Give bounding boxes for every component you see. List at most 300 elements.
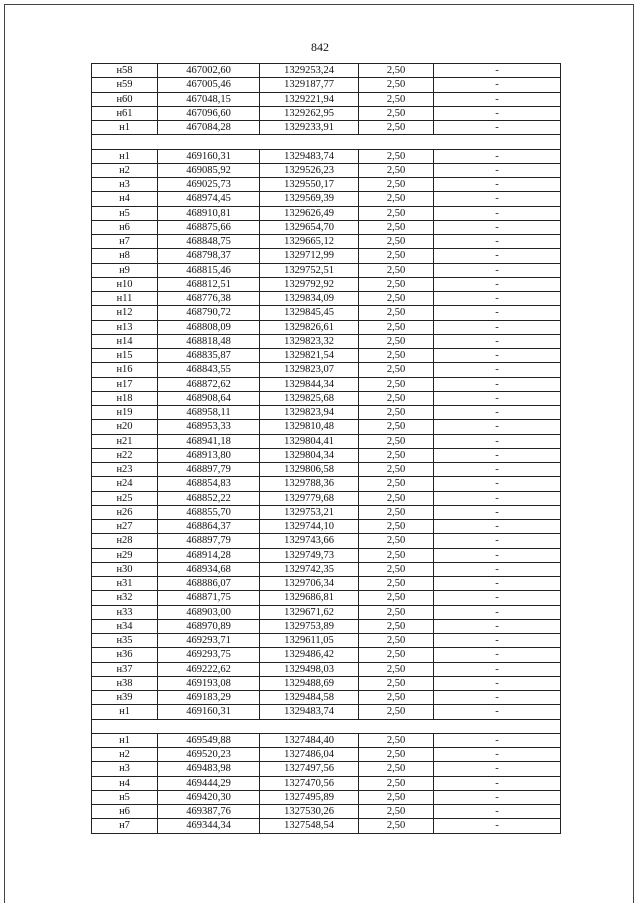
y-coordinate-cell: 1329753,21 [260, 505, 359, 519]
point-name-cell: н25 [92, 491, 158, 505]
accuracy-cell: 2,50 [359, 64, 434, 78]
y-coordinate-cell: 1329233,91 [260, 121, 359, 135]
table-row [92, 676, 561, 690]
table-row [92, 705, 561, 719]
y-coordinate-cell: 1327497,56 [260, 762, 359, 776]
table-row [92, 790, 561, 804]
x-coordinate-cell: 469085,92 [158, 163, 260, 177]
x-coordinate-cell: 469293,75 [158, 648, 260, 662]
table-row [92, 762, 561, 776]
x-coordinate-cell: 468854,83 [158, 477, 260, 491]
point-name-cell: н37 [92, 662, 158, 676]
y-coordinate-cell: 1329486,42 [260, 648, 359, 662]
note-cell: - [434, 819, 561, 833]
y-coordinate-cell: 1329806,58 [260, 463, 359, 477]
note-cell: - [434, 505, 561, 519]
table-row [92, 306, 561, 320]
accuracy-cell: 2,50 [359, 448, 434, 462]
y-coordinate-cell: 1329626,49 [260, 206, 359, 220]
x-coordinate-cell: 468953,33 [158, 420, 260, 434]
y-coordinate-cell: 1329804,41 [260, 434, 359, 448]
y-coordinate-cell: 1329712,99 [260, 249, 359, 263]
note-cell: - [434, 406, 561, 420]
table-row [92, 178, 561, 192]
x-coordinate-cell: 469420,30 [158, 790, 260, 804]
y-coordinate-cell: 1329526,23 [260, 163, 359, 177]
point-name-cell: н20 [92, 420, 158, 434]
coordinates-table [91, 63, 561, 834]
x-coordinate-cell: 468790,72 [158, 306, 260, 320]
x-coordinate-cell: 468776,38 [158, 292, 260, 306]
note-cell: - [434, 206, 561, 220]
table-row [92, 748, 561, 762]
note-cell: - [434, 619, 561, 633]
point-name-cell: н2 [92, 163, 158, 177]
note-cell: - [434, 349, 561, 363]
table-row [92, 206, 561, 220]
y-coordinate-cell: 1327484,40 [260, 733, 359, 747]
point-name-cell: н8 [92, 249, 158, 263]
x-coordinate-cell: 469160,31 [158, 149, 260, 163]
x-coordinate-cell: 468908,64 [158, 391, 260, 405]
y-coordinate-cell: 1329488,69 [260, 676, 359, 690]
accuracy-cell: 2,50 [359, 691, 434, 705]
accuracy-cell: 2,50 [359, 648, 434, 662]
y-coordinate-cell: 1329483,74 [260, 705, 359, 719]
x-coordinate-cell: 468815,46 [158, 263, 260, 277]
accuracy-cell: 2,50 [359, 220, 434, 234]
accuracy-cell: 2,50 [359, 420, 434, 434]
point-name-cell: н17 [92, 377, 158, 391]
y-coordinate-cell: 1329262,95 [260, 106, 359, 120]
table-row [92, 648, 561, 662]
note-cell: - [434, 676, 561, 690]
y-coordinate-cell: 1329483,74 [260, 149, 359, 163]
x-coordinate-cell: 468808,09 [158, 320, 260, 334]
point-name-cell: н59 [92, 78, 158, 92]
note-cell: - [434, 277, 561, 291]
table-row [92, 548, 561, 562]
x-coordinate-cell: 468848,75 [158, 235, 260, 249]
x-coordinate-cell: 467002,60 [158, 64, 260, 78]
y-coordinate-cell: 1329187,77 [260, 78, 359, 92]
page-border-top [4, 4, 634, 5]
x-coordinate-cell: 468974,45 [158, 192, 260, 206]
x-coordinate-cell: 468871,75 [158, 591, 260, 605]
note-cell: - [434, 463, 561, 477]
y-coordinate-cell: 1329706,34 [260, 577, 359, 591]
point-name-cell: н26 [92, 505, 158, 519]
accuracy-cell: 2,50 [359, 377, 434, 391]
table-row [92, 619, 561, 633]
point-name-cell: н5 [92, 790, 158, 804]
point-name-cell: н24 [92, 477, 158, 491]
note-cell: - [434, 805, 561, 819]
y-coordinate-cell: 1329749,73 [260, 548, 359, 562]
table-row [92, 263, 561, 277]
point-name-cell: н19 [92, 406, 158, 420]
note-cell: - [434, 491, 561, 505]
point-name-cell: н32 [92, 591, 158, 605]
point-name-cell: н29 [92, 548, 158, 562]
note-cell: - [434, 534, 561, 548]
y-coordinate-cell: 1329752,51 [260, 263, 359, 277]
table-row [92, 406, 561, 420]
y-coordinate-cell: 1329753,89 [260, 619, 359, 633]
separator-cell [92, 719, 561, 733]
y-coordinate-cell: 1329498,03 [260, 662, 359, 676]
y-coordinate-cell: 1329810,48 [260, 420, 359, 434]
accuracy-cell: 2,50 [359, 676, 434, 690]
accuracy-cell: 2,50 [359, 249, 434, 263]
accuracy-cell: 2,50 [359, 491, 434, 505]
y-coordinate-cell: 1329823,94 [260, 406, 359, 420]
table-row [92, 733, 561, 747]
x-coordinate-cell: 469193,08 [158, 676, 260, 690]
accuracy-cell: 2,50 [359, 206, 434, 220]
table-row [92, 463, 561, 477]
point-name-cell: н1 [92, 121, 158, 135]
accuracy-cell: 2,50 [359, 705, 434, 719]
x-coordinate-cell: 468798,37 [158, 249, 260, 263]
accuracy-cell: 2,50 [359, 149, 434, 163]
x-coordinate-cell: 467005,46 [158, 78, 260, 92]
x-coordinate-cell: 469549,88 [158, 733, 260, 747]
table-row [92, 520, 561, 534]
note-cell: - [434, 78, 561, 92]
note-cell: - [434, 391, 561, 405]
note-cell: - [434, 577, 561, 591]
point-name-cell: н9 [92, 263, 158, 277]
accuracy-cell: 2,50 [359, 662, 434, 676]
y-coordinate-cell: 1329569,39 [260, 192, 359, 206]
y-coordinate-cell: 1329654,70 [260, 220, 359, 234]
y-coordinate-cell: 1329221,94 [260, 92, 359, 106]
table-row [92, 634, 561, 648]
y-coordinate-cell: 1329823,32 [260, 334, 359, 348]
point-name-cell: н6 [92, 220, 158, 234]
x-coordinate-cell: 468855,70 [158, 505, 260, 519]
x-coordinate-cell: 468812,51 [158, 277, 260, 291]
note-cell: - [434, 548, 561, 562]
table-row [92, 577, 561, 591]
note-cell: - [434, 762, 561, 776]
y-coordinate-cell: 1329845,45 [260, 306, 359, 320]
table-row [92, 377, 561, 391]
y-coordinate-cell: 1329743,66 [260, 534, 359, 548]
accuracy-cell: 2,50 [359, 548, 434, 562]
table-row [92, 363, 561, 377]
x-coordinate-cell: 467048,15 [158, 92, 260, 106]
x-coordinate-cell: 469222,62 [158, 662, 260, 676]
point-name-cell: н39 [92, 691, 158, 705]
note-cell: - [434, 377, 561, 391]
note-cell: - [434, 648, 561, 662]
accuracy-cell: 2,50 [359, 819, 434, 833]
table-row [92, 92, 561, 106]
accuracy-cell: 2,50 [359, 605, 434, 619]
accuracy-cell: 2,50 [359, 78, 434, 92]
y-coordinate-cell: 1327470,56 [260, 776, 359, 790]
accuracy-cell: 2,50 [359, 277, 434, 291]
page-border-left [4, 4, 5, 903]
point-name-cell: н34 [92, 619, 158, 633]
table-row [92, 434, 561, 448]
note-cell: - [434, 249, 561, 263]
x-coordinate-cell: 468843,55 [158, 363, 260, 377]
x-coordinate-cell: 468897,79 [158, 534, 260, 548]
accuracy-cell: 2,50 [359, 619, 434, 633]
table-row [92, 776, 561, 790]
accuracy-cell: 2,50 [359, 805, 434, 819]
table-row [92, 662, 561, 676]
note-cell: - [434, 420, 561, 434]
table-row [92, 106, 561, 120]
x-coordinate-cell: 468941,18 [158, 434, 260, 448]
y-coordinate-cell: 1329742,35 [260, 562, 359, 576]
table-row [92, 235, 561, 249]
accuracy-cell: 2,50 [359, 562, 434, 576]
y-coordinate-cell: 1327530,26 [260, 805, 359, 819]
y-coordinate-cell: 1329611,05 [260, 634, 359, 648]
point-name-cell: н4 [92, 192, 158, 206]
note-cell: - [434, 448, 561, 462]
point-name-cell: н36 [92, 648, 158, 662]
y-coordinate-cell: 1329821,54 [260, 349, 359, 363]
table-row [92, 691, 561, 705]
note-cell: - [434, 477, 561, 491]
accuracy-cell: 2,50 [359, 292, 434, 306]
accuracy-cell: 2,50 [359, 178, 434, 192]
point-name-cell: н31 [92, 577, 158, 591]
y-coordinate-cell: 1329550,17 [260, 178, 359, 192]
note-cell: - [434, 748, 561, 762]
point-name-cell: н4 [92, 776, 158, 790]
block-separator-row [92, 719, 561, 733]
x-coordinate-cell: 468875,66 [158, 220, 260, 234]
x-coordinate-cell: 468886,07 [158, 577, 260, 591]
accuracy-cell: 2,50 [359, 235, 434, 249]
note-cell: - [434, 790, 561, 804]
y-coordinate-cell: 1329804,34 [260, 448, 359, 462]
point-name-cell: н38 [92, 676, 158, 690]
y-coordinate-cell: 1329844,34 [260, 377, 359, 391]
table-row [92, 562, 561, 576]
table-row [92, 292, 561, 306]
accuracy-cell: 2,50 [359, 391, 434, 405]
x-coordinate-cell: 469387,76 [158, 805, 260, 819]
table-row [92, 334, 561, 348]
x-coordinate-cell: 468897,79 [158, 463, 260, 477]
point-name-cell: н5 [92, 206, 158, 220]
table-row [92, 249, 561, 263]
accuracy-cell: 2,50 [359, 349, 434, 363]
accuracy-cell: 2,50 [359, 790, 434, 804]
table-row [92, 448, 561, 462]
table-row [92, 277, 561, 291]
x-coordinate-cell: 469444,29 [158, 776, 260, 790]
point-name-cell: н1 [92, 149, 158, 163]
note-cell: - [434, 263, 561, 277]
y-coordinate-cell: 1329484,58 [260, 691, 359, 705]
separator-cell [92, 135, 561, 149]
table-row [92, 149, 561, 163]
accuracy-cell: 2,50 [359, 577, 434, 591]
table-row [92, 320, 561, 334]
x-coordinate-cell: 468872,62 [158, 377, 260, 391]
accuracy-cell: 2,50 [359, 477, 434, 491]
point-name-cell: н16 [92, 363, 158, 377]
table-row [92, 391, 561, 405]
page-border-right [633, 4, 634, 903]
point-name-cell: н23 [92, 463, 158, 477]
accuracy-cell: 2,50 [359, 92, 434, 106]
accuracy-cell: 2,50 [359, 192, 434, 206]
x-coordinate-cell: 468818,48 [158, 334, 260, 348]
point-name-cell: н12 [92, 306, 158, 320]
x-coordinate-cell: 468910,81 [158, 206, 260, 220]
point-name-cell: н13 [92, 320, 158, 334]
y-coordinate-cell: 1327486,04 [260, 748, 359, 762]
note-cell: - [434, 562, 561, 576]
point-name-cell: н30 [92, 562, 158, 576]
note-cell: - [434, 306, 561, 320]
x-coordinate-cell: 468970,89 [158, 619, 260, 633]
y-coordinate-cell: 1329671,62 [260, 605, 359, 619]
accuracy-cell: 2,50 [359, 776, 434, 790]
note-cell: - [434, 121, 561, 135]
y-coordinate-cell: 1329779,68 [260, 491, 359, 505]
point-name-cell: н27 [92, 520, 158, 534]
note-cell: - [434, 691, 561, 705]
point-name-cell: н3 [92, 178, 158, 192]
x-coordinate-cell: 469160,31 [158, 705, 260, 719]
point-name-cell: н15 [92, 349, 158, 363]
x-coordinate-cell: 469520,23 [158, 748, 260, 762]
note-cell: - [434, 220, 561, 234]
note-cell: - [434, 363, 561, 377]
table-row [92, 163, 561, 177]
y-coordinate-cell: 1329792,92 [260, 277, 359, 291]
x-coordinate-cell: 468864,37 [158, 520, 260, 534]
point-name-cell: н10 [92, 277, 158, 291]
table-row [92, 805, 561, 819]
y-coordinate-cell: 1329834,09 [260, 292, 359, 306]
note-cell: - [434, 520, 561, 534]
x-coordinate-cell: 468913,80 [158, 448, 260, 462]
accuracy-cell: 2,50 [359, 106, 434, 120]
point-name-cell: н60 [92, 92, 158, 106]
table-row [92, 64, 561, 78]
point-name-cell: н33 [92, 605, 158, 619]
accuracy-cell: 2,50 [359, 406, 434, 420]
point-name-cell: н6 [92, 805, 158, 819]
page-number: 842 [311, 40, 329, 54]
y-coordinate-cell: 1329665,12 [260, 235, 359, 249]
accuracy-cell: 2,50 [359, 263, 434, 277]
y-coordinate-cell: 1329823,07 [260, 363, 359, 377]
table-row [92, 819, 561, 833]
table-row [92, 121, 561, 135]
point-name-cell: н11 [92, 292, 158, 306]
y-coordinate-cell: 1329788,36 [260, 477, 359, 491]
x-coordinate-cell: 467096,60 [158, 106, 260, 120]
note-cell: - [434, 106, 561, 120]
table-row [92, 220, 561, 234]
x-coordinate-cell: 468903,00 [158, 605, 260, 619]
note-cell: - [434, 149, 561, 163]
table-row [92, 78, 561, 92]
point-name-cell: н14 [92, 334, 158, 348]
table-row [92, 477, 561, 491]
accuracy-cell: 2,50 [359, 534, 434, 548]
x-coordinate-cell: 468934,68 [158, 562, 260, 576]
x-coordinate-cell: 469483,98 [158, 762, 260, 776]
note-cell: - [434, 320, 561, 334]
y-coordinate-cell: 1329686,81 [260, 591, 359, 605]
note-cell: - [434, 662, 561, 676]
x-coordinate-cell: 469344,34 [158, 819, 260, 833]
accuracy-cell: 2,50 [359, 520, 434, 534]
note-cell: - [434, 733, 561, 747]
accuracy-cell: 2,50 [359, 306, 434, 320]
table-row [92, 605, 561, 619]
x-coordinate-cell: 468958,11 [158, 406, 260, 420]
y-coordinate-cell: 1329825,68 [260, 391, 359, 405]
x-coordinate-cell: 468852,22 [158, 491, 260, 505]
table-row [92, 349, 561, 363]
x-coordinate-cell: 468835,87 [158, 349, 260, 363]
x-coordinate-cell: 469293,71 [158, 634, 260, 648]
note-cell: - [434, 591, 561, 605]
point-name-cell: н7 [92, 235, 158, 249]
point-name-cell: н18 [92, 391, 158, 405]
x-coordinate-cell: 469183,29 [158, 691, 260, 705]
accuracy-cell: 2,50 [359, 434, 434, 448]
point-name-cell: н61 [92, 106, 158, 120]
note-cell: - [434, 334, 561, 348]
point-name-cell: н1 [92, 705, 158, 719]
note-cell: - [434, 235, 561, 249]
point-name-cell: н7 [92, 819, 158, 833]
note-cell: - [434, 292, 561, 306]
note-cell: - [434, 705, 561, 719]
accuracy-cell: 2,50 [359, 163, 434, 177]
point-name-cell: н21 [92, 434, 158, 448]
note-cell: - [434, 634, 561, 648]
note-cell: - [434, 192, 561, 206]
accuracy-cell: 2,50 [359, 762, 434, 776]
point-name-cell: н35 [92, 634, 158, 648]
note-cell: - [434, 605, 561, 619]
note-cell: - [434, 163, 561, 177]
accuracy-cell: 2,50 [359, 121, 434, 135]
note-cell: - [434, 776, 561, 790]
y-coordinate-cell: 1329744,10 [260, 520, 359, 534]
y-coordinate-cell: 1329826,61 [260, 320, 359, 334]
x-coordinate-cell: 468914,28 [158, 548, 260, 562]
point-name-cell: н1 [92, 733, 158, 747]
x-coordinate-cell: 469025,73 [158, 178, 260, 192]
point-name-cell: н22 [92, 448, 158, 462]
accuracy-cell: 2,50 [359, 591, 434, 605]
table-row [92, 534, 561, 548]
block-separator-row [92, 135, 561, 149]
accuracy-cell: 2,50 [359, 634, 434, 648]
table-row [92, 591, 561, 605]
accuracy-cell: 2,50 [359, 363, 434, 377]
table-row [92, 420, 561, 434]
